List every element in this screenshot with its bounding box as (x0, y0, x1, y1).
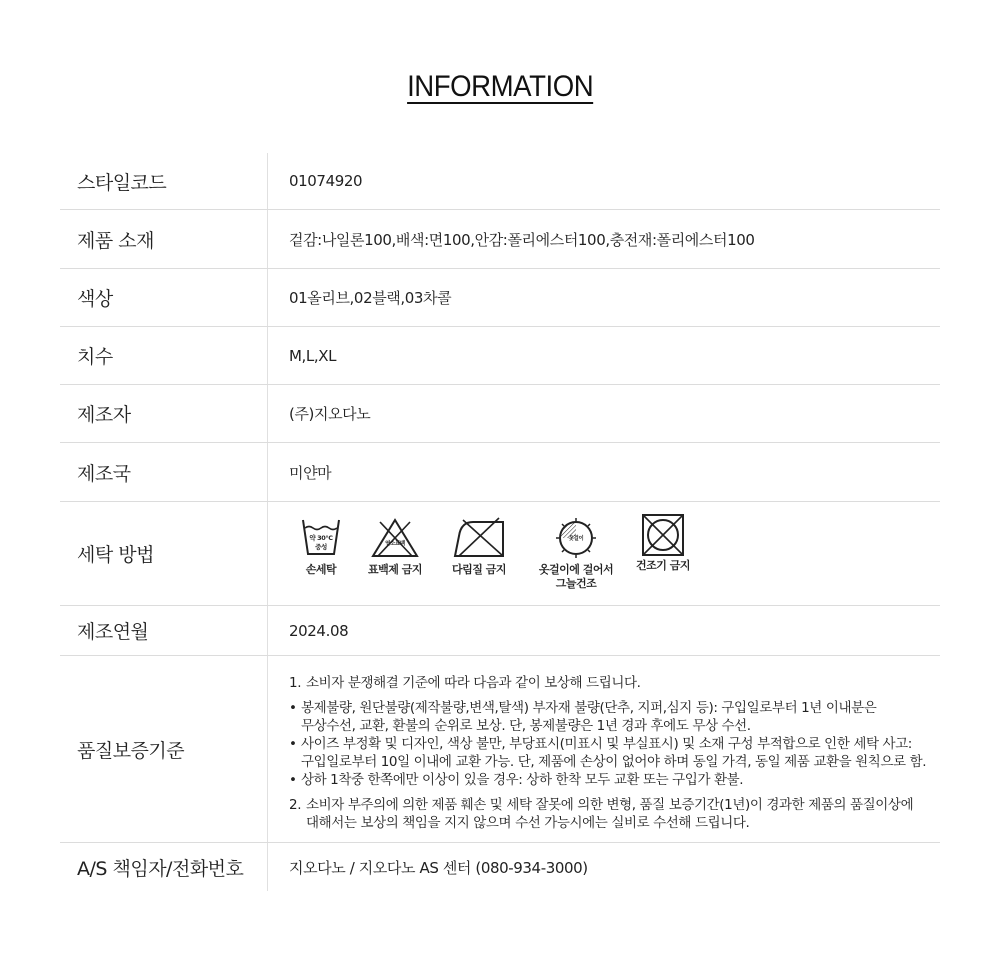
quality-bullet-3-line1: 상하 1착중 한쪽에만 이상이 있을 경우: 상하 한착 모두 교환 또는 구입가 환불. (301, 772, 744, 788)
quality-bullet-2-line1: 사이즈 부정확 및 디자인, 색상 불만, 부당표시(미표시 및 부실표시) 및 소재 구성 부적합으로 인한 세탁 사고: (301, 736, 912, 752)
bullet-icon: • (289, 736, 297, 752)
quality-bullet-2-line2: 구입일로부터 10일 이내에 교환 가능. 단, 제품에 손상이 없어야 하며 동일 가격, 동일 제품 교환을 원칙으로 함. (301, 754, 927, 770)
hanger-dry-label (539, 563, 613, 591)
country-value: 미얀마 (289, 463, 332, 482)
no-iron-icon (451, 516, 507, 558)
maker-value: (주)지오다노 (289, 405, 371, 423)
quality-bullet-1-line2: 무상수선, 교환, 환불의 순위로 보상. 단, 봉제불량은 1년 경과 후에도 무상 수선. (301, 718, 751, 734)
quality-item-2-line2: 대해서는 보상의 책임을 지지 않으며 수선 가능시에는 실비로 수선해 드립니다. (306, 815, 750, 831)
style-code-label: 스타일코드 (60, 153, 268, 209)
hand-wash-neutral: 중성 (315, 543, 327, 551)
quality-item-2 (289, 796, 940, 814)
material-label: 제품 소재 (60, 210, 268, 268)
maker-label: 제조자 (60, 385, 268, 442)
bullet-icon: • (289, 772, 297, 788)
hanger-dry-label-line2: 그늘건조 (555, 577, 597, 590)
row-as (60, 843, 940, 891)
row-material (60, 210, 940, 269)
washing-icons (268, 502, 940, 605)
quality-item-2-line1: 소비자 부주의에 의한 제품 훼손 및 세탁 잘못에 의한 변형, 품질 보증기간(1년)이 경과한 제품의 품질이상에 (306, 797, 914, 813)
date-value: 2024.08 (289, 621, 349, 640)
as-label: A/S 책임자/전화번호 (60, 843, 268, 891)
color-value: 01올리브,02블랙,03차콜 (289, 289, 452, 307)
bullet-icon: • (289, 700, 297, 716)
quality-item-1 (289, 674, 940, 692)
quality-value (268, 656, 940, 842)
quality-item-1-text: 소비자 분쟁해결 기준에 따라 다음과 같이 보상해 드립니다. (306, 675, 641, 691)
hanger-dry-inner-text: 옷걸이 (568, 536, 584, 542)
row-country (60, 443, 940, 502)
date-label: 제조연월 (60, 606, 268, 655)
no-bleach-label: 표백제 금지 (368, 563, 422, 576)
quality-item-1-number: 1. (289, 675, 302, 691)
quality-bullet-2 (289, 735, 940, 753)
material-value: 겉감:나일론100,배색:면100,안감:폴리에스터100,충전재:폴리에스터100 (289, 230, 755, 249)
quality-label: 품질보증기준 (60, 656, 268, 842)
quality-item-2-number: 2. (289, 797, 302, 813)
wash-item-no-tumble-dry (628, 516, 698, 573)
quality-bullet-1 (289, 699, 940, 717)
country-label: 제조국 (60, 443, 268, 501)
row-style-code (60, 153, 940, 210)
no-bleach-inner-text: 염소표백 (385, 541, 405, 547)
no-iron-label: 다림질 금지 (452, 563, 506, 576)
row-date (60, 606, 940, 656)
as-value: 지오다노 / 지오다노 AS 센터 (080-934-3000) (289, 858, 588, 877)
page-title: INFORMATION (406, 70, 594, 103)
size-value: M,L,XL (289, 346, 337, 365)
hand-wash-label: 손세탁 (305, 563, 337, 576)
size-label: 치수 (60, 327, 268, 384)
hanger-dry-icon (551, 516, 601, 558)
wash-item-no-iron (434, 516, 524, 577)
wash-item-no-bleach (356, 516, 434, 577)
style-code-value: 01074920 (289, 172, 363, 190)
color-label: 색상 (60, 269, 268, 326)
row-maker (60, 385, 940, 443)
row-quality (60, 656, 940, 843)
no-tumble-dry-icon (640, 512, 686, 558)
info-table (60, 153, 940, 891)
wash-item-hanger-dry (524, 516, 628, 591)
wash-item-hand-wash (286, 516, 356, 577)
hand-wash-icon (299, 516, 343, 558)
no-tumble-dry-label: 건조기 금지 (636, 559, 690, 572)
hanger-dry-label-line1: 옷걸이에 걸어서 (538, 563, 614, 576)
row-size (60, 327, 940, 385)
row-color (60, 269, 940, 327)
hand-wash-temp: 약 30°C (309, 534, 333, 542)
row-washing (60, 502, 940, 606)
quality-bullet-1-line1: 봉제불량, 원단불량(제작불량,변색,탈색) 부자재 불량(단추, 지퍼,심지 등): 구입일로부터 1년 이내분은 (301, 700, 877, 716)
quality-bullet-3 (289, 771, 940, 789)
page-title-wrap (0, 70, 1000, 104)
washing-label: 세탁 방법 (60, 502, 268, 605)
no-bleach-icon (370, 516, 420, 558)
